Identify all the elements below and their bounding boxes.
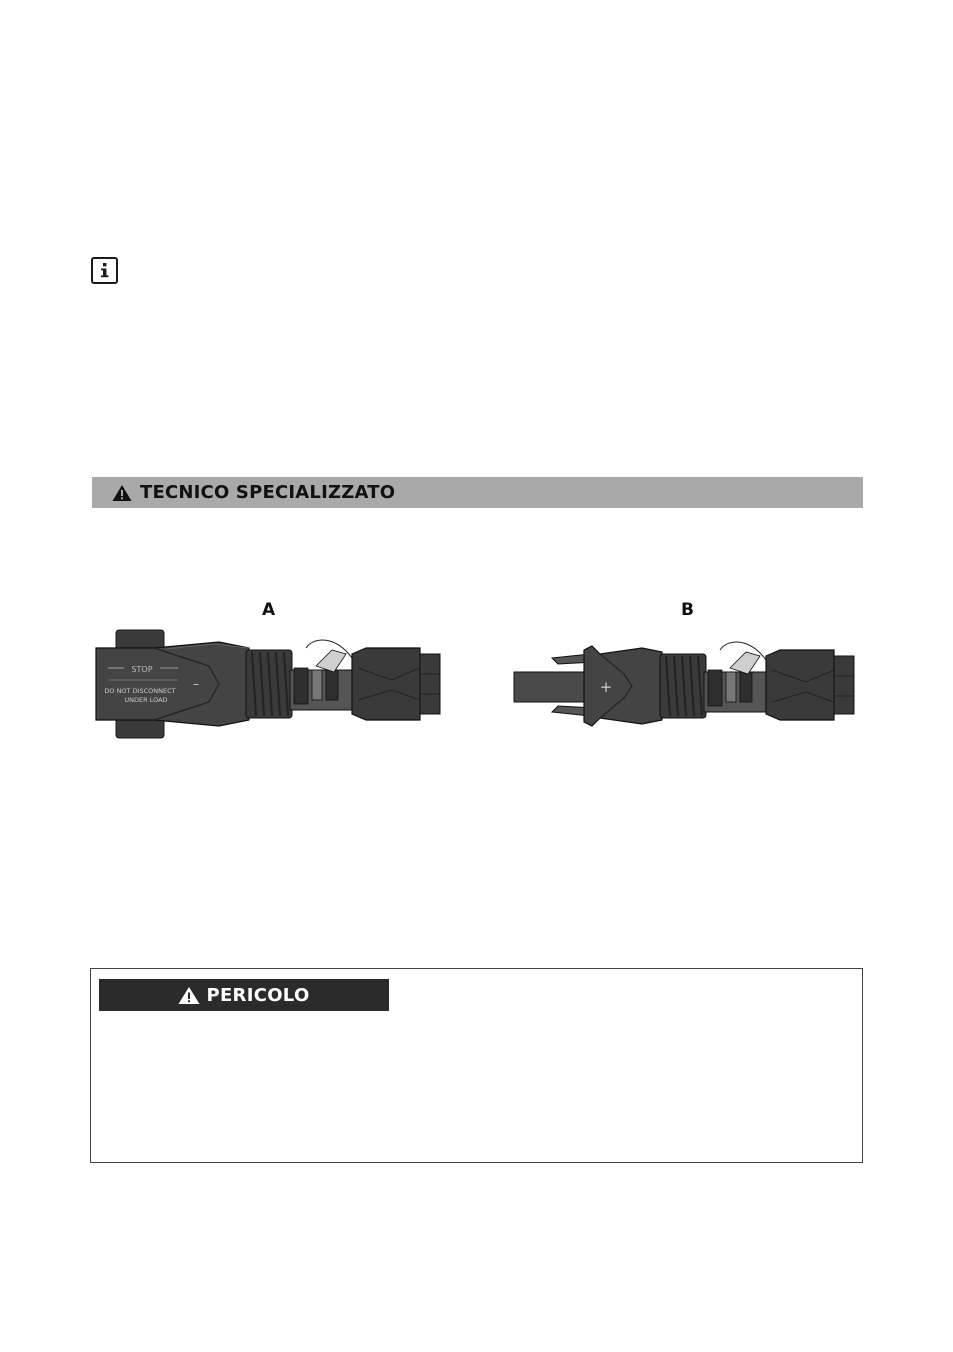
connector-b-polarity: + (599, 678, 613, 696)
connector-a-warning-line-1: DO NOT DISCONNECT (104, 687, 176, 695)
warning-triangle-icon (112, 484, 132, 502)
danger-notice (90, 968, 863, 1163)
figure-label-a: A (262, 600, 276, 620)
connector-a-illustration (94, 628, 444, 740)
danger-title: PERICOLO (206, 984, 310, 1006)
danger-header (99, 979, 389, 1011)
connector-b-illustration (512, 640, 862, 730)
info-icon (91, 257, 118, 284)
connector-a-warning-line-2: UNDER LOAD (124, 696, 168, 704)
figure-label-b: B (681, 600, 694, 620)
warning-triangle-icon (178, 986, 200, 1005)
qualification-label: TECNICO SPECIALIZZATO (140, 482, 396, 503)
connector-a-polarity: – (193, 677, 199, 691)
connector-a-stop-text: STOP (131, 665, 153, 674)
qualification-bar (92, 477, 863, 508)
